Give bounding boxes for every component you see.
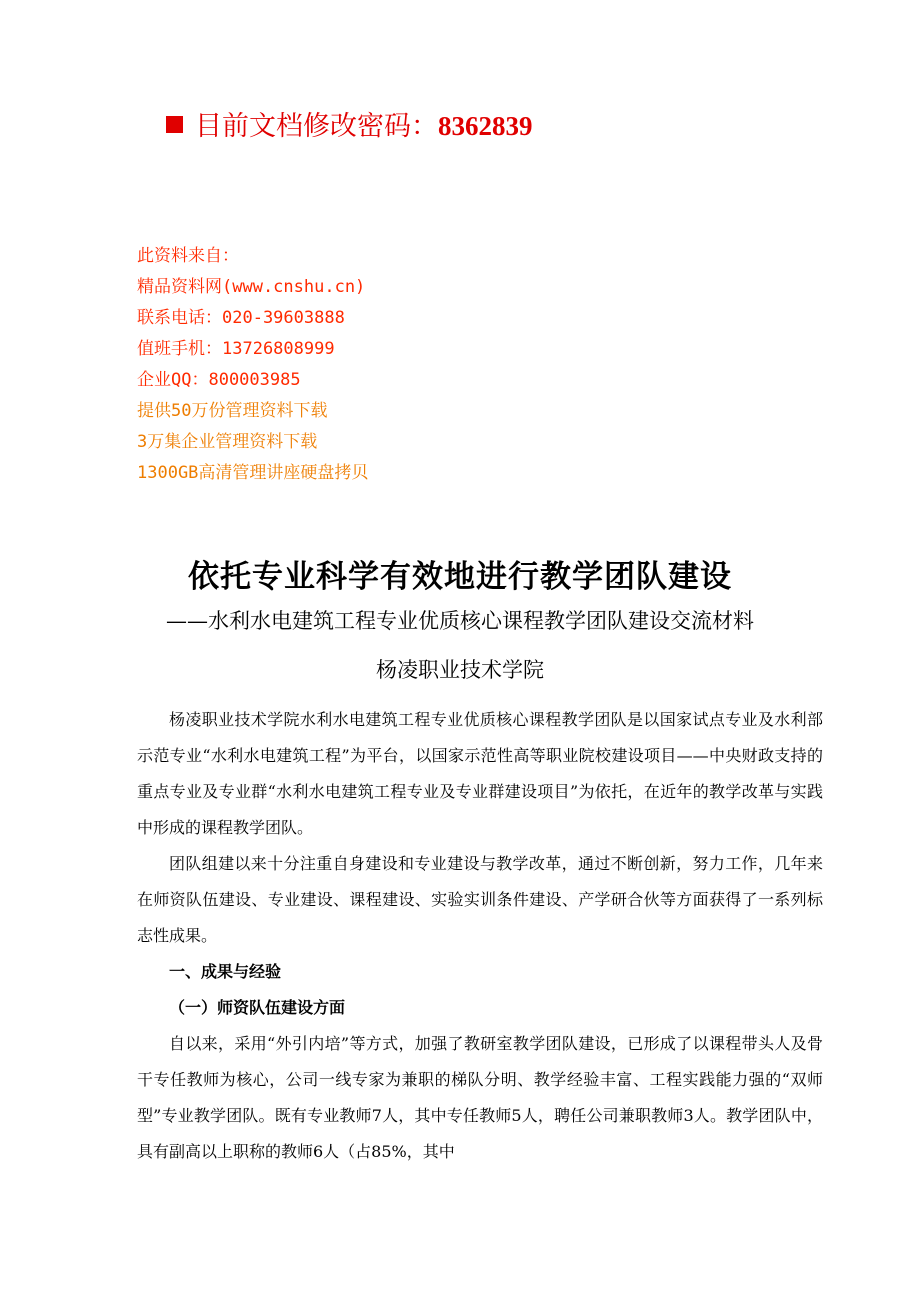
- paragraph: 杨凌职业技术学院水利水电建筑工程专业优质核心课程教学团队是以国家试点专业及水利部示范专业“水利水电建筑工程”为平台，以国家示范性高等职业院校建设项目——中央财政支持的重点专业及专业群“水利水电建筑工程专业及专业群建设项目”为依托，在近年的教学改革与实践中形成的课程教学团队。: [137, 710, 823, 837]
- paragraph: 团队组建以来十分注重自身建设和专业建设与教学改革，通过不断创新，努力工作，几年来在师资队伍建设、专业建设、课程建设、实验实训条件建设、产学研合伙等方面获得了一系列标志性成果。: [137, 854, 823, 945]
- source-offer-2: 3万集企业管理资料下载: [137, 432, 318, 452]
- paragraph: 自以来，采用“外引内培”等方式，加强了教研室教学团队建设，已形成了以课程带头人及骨干专任教师为核心，公司一线专家为兼职的梯队分明、教学经验丰富、工程实践能力强的“双师型”专业教学团队。既有专业教师7人，其中专任教师5人，聘任公司兼职教师3人。教学团队中，具有副高以上职称的教师6人（占85%，其中: [137, 1034, 823, 1161]
- password-notice: [166, 108, 533, 145]
- password-code: 8362839: [438, 111, 533, 141]
- source-offer-1: 提供50万份管理资料下载: [137, 401, 328, 421]
- password-label: 目前文档修改密码：: [195, 111, 438, 142]
- document-body: [137, 702, 823, 1170]
- source-phone: 联系电话：020-39603888: [137, 308, 345, 328]
- red-square-bullet-icon: [166, 116, 183, 133]
- institution-name: 杨凌职业技术学院: [376, 658, 544, 682]
- source-qq: 企业QQ：800003985: [137, 370, 301, 390]
- source-mobile: 值班手机：13726808999: [137, 339, 335, 359]
- subsection-heading: （一）师资队伍建设方面: [169, 998, 346, 1017]
- document-subtitle: ——水利水电建筑工程专业优质核心课程教学团队建设交流材料: [166, 609, 754, 633]
- source-website: 精品资料网(www.cnshu.cn): [137, 277, 366, 297]
- document-title: 依托专业科学有效地进行教学团队建设: [188, 559, 732, 595]
- source-offer-3: 1300GB高清管理讲座硬盘拷贝: [137, 463, 369, 483]
- source-line: 此资料来自：: [137, 246, 239, 266]
- source-info-block: [137, 241, 368, 489]
- section-heading: 一、成果与经验: [169, 962, 282, 981]
